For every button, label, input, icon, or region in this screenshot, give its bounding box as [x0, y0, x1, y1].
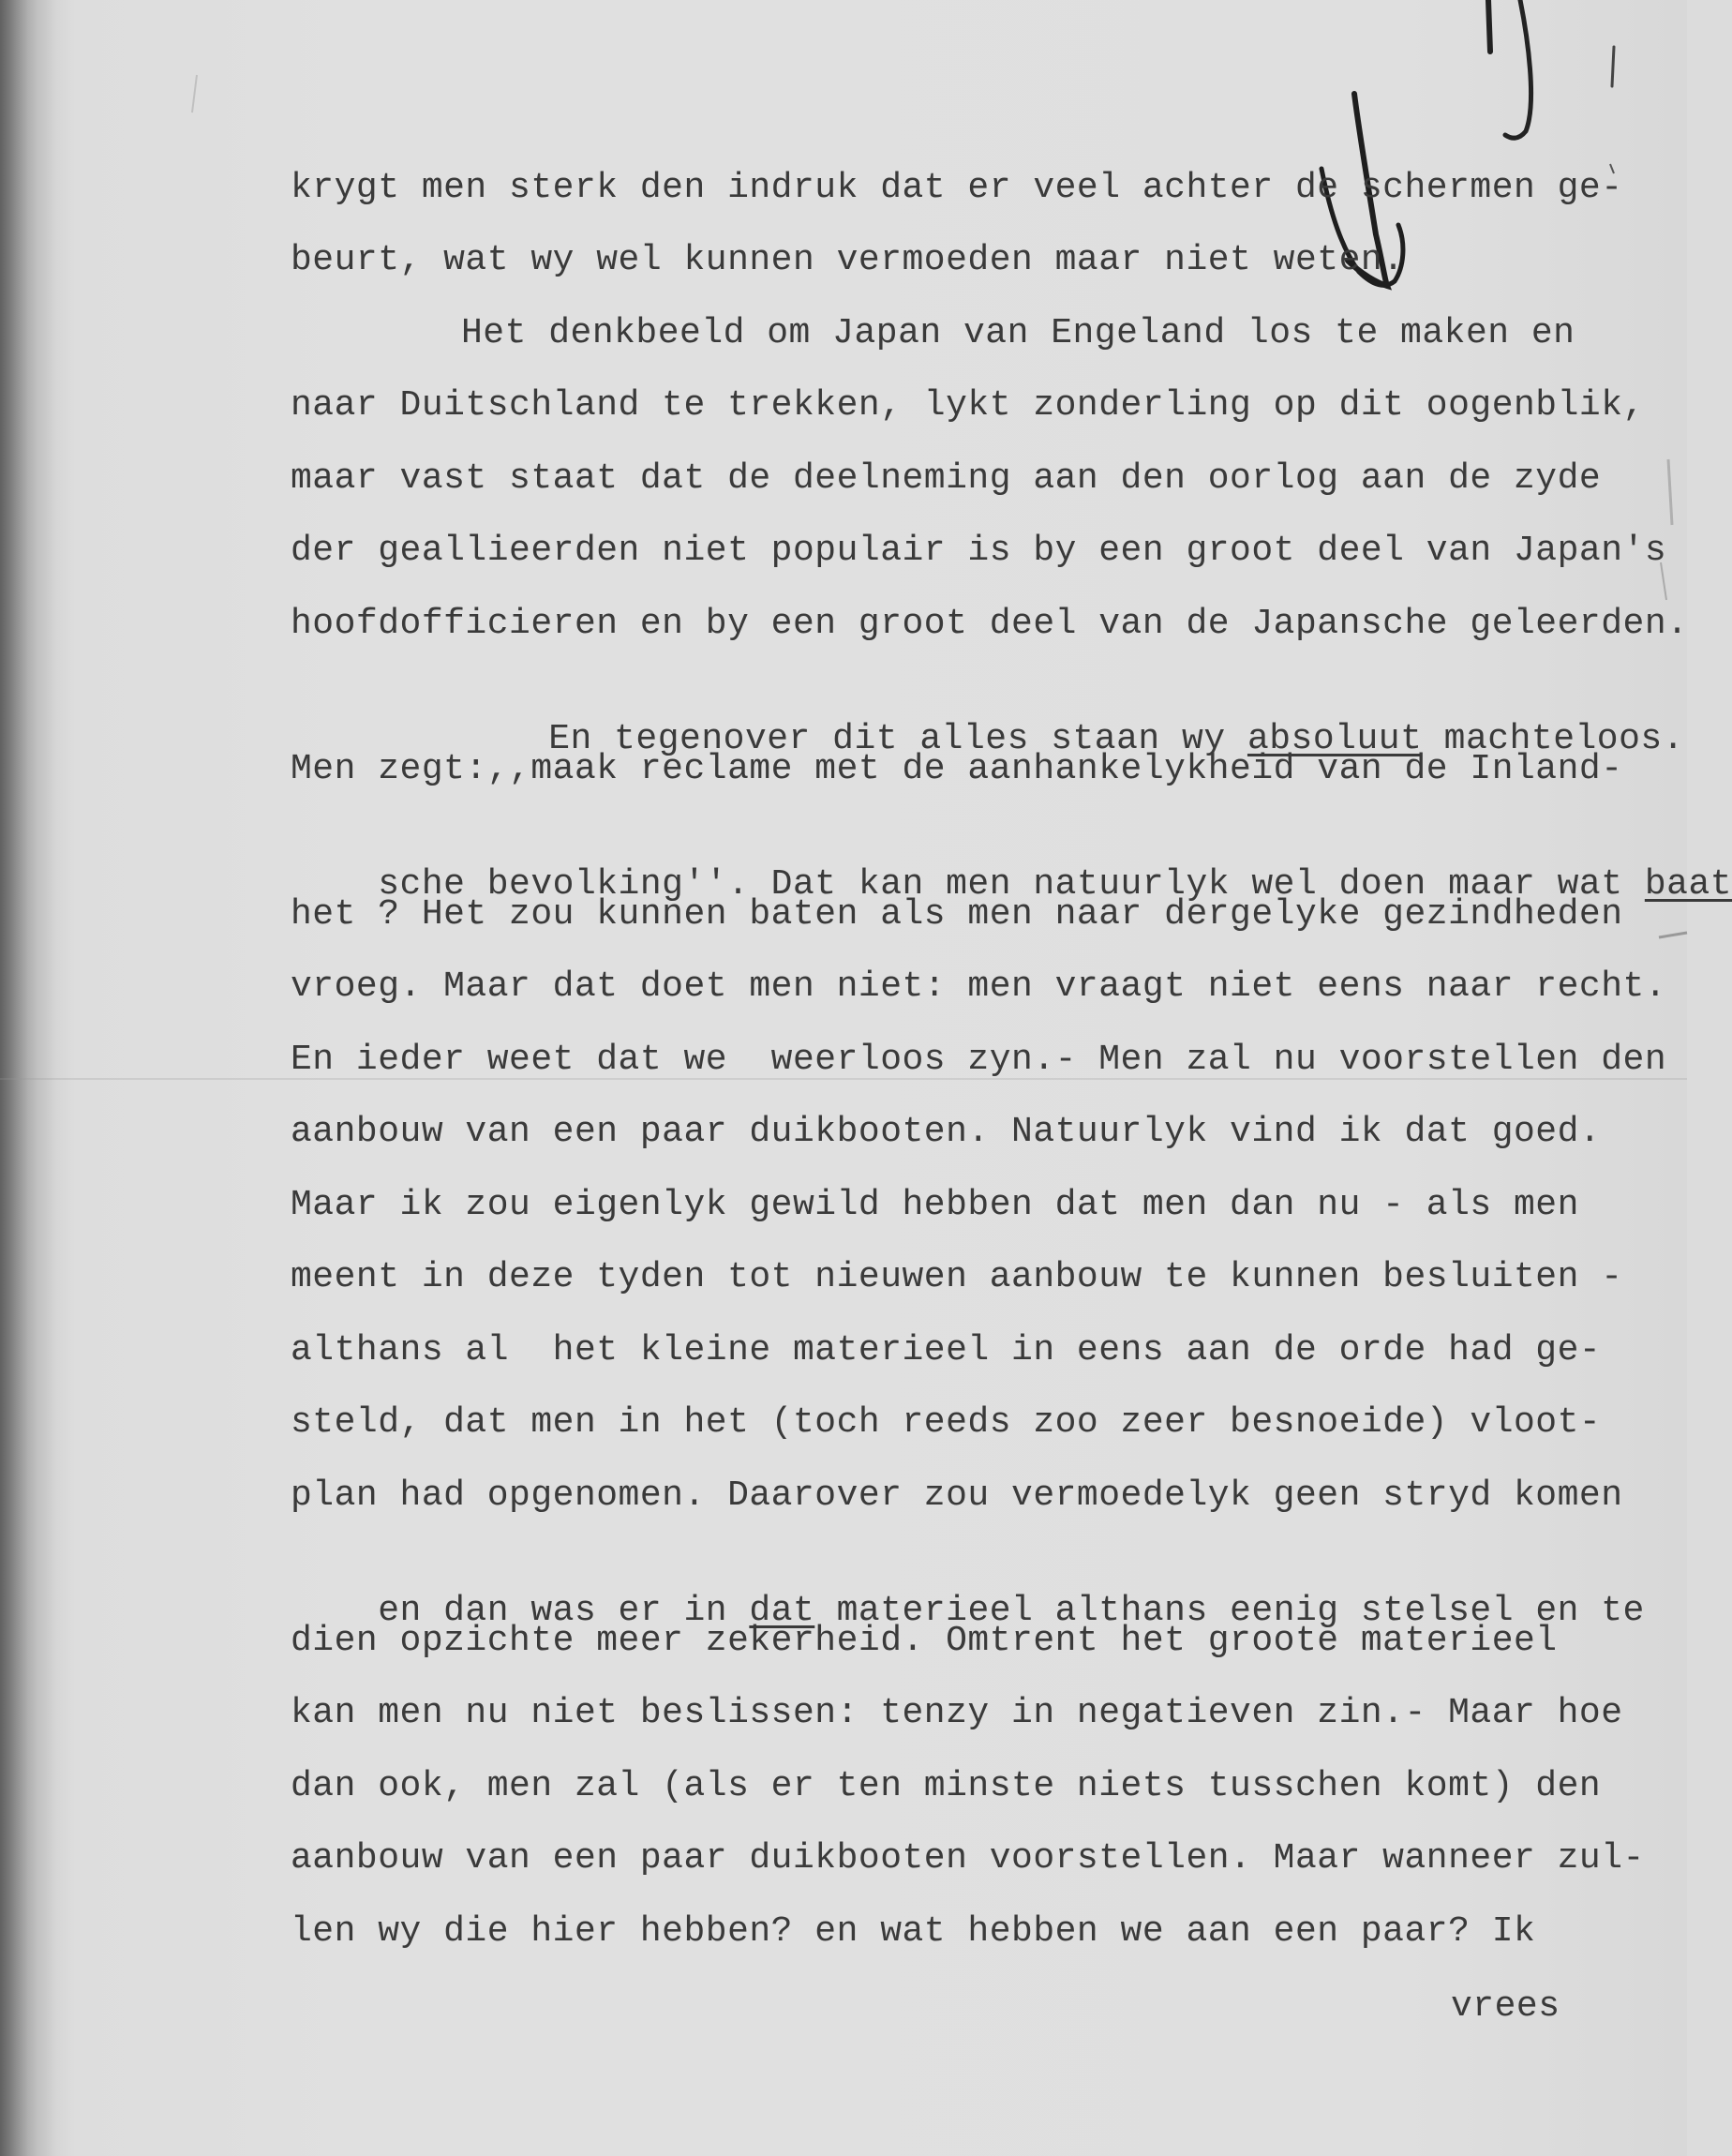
text-line: aanbouw van een paar duikbooten. Natuurlyk vind ik dat goed.: [291, 1112, 1602, 1152]
text-line: het ? Het zou kunnen baten als men naar dergelyke gezindheden: [291, 894, 1623, 935]
catchword: vrees: [1451, 1986, 1560, 2027]
text-line: Men zegt:,,maak reclame met de aanhankelykheid van de Inland-: [291, 749, 1623, 789]
text-segment: machteloos.: [1422, 719, 1685, 759]
text-line: beurt, wat wy wel kunnen vermoeden maar niet weten.: [291, 240, 1405, 280]
text-segment: materieel althans eenig stelsel en te: [814, 1591, 1645, 1631]
text-line: hoofdofficieren en by een groot deel van de Japansche geleerden.: [291, 604, 1689, 644]
text-line: steld, dat men in het (toch reeds zoo zeer besnoeide) vloot-: [291, 1402, 1602, 1443]
underlined-word: baat: [1644, 864, 1732, 905]
text-line: naar Duitschland te trekken, lykt zonderling op dit oogenblik,: [291, 385, 1645, 426]
text-line: vroeg. Maar dat doet men niet: men vraagt niet eens naar recht.: [291, 966, 1667, 1007]
text-line: dan ook, men zal (als er ten minste niets tusschen komt) den: [291, 1766, 1602, 1806]
margin-mark: [192, 75, 197, 112]
text-line: kan men nu niet beslissen: tenzy in negatieven zin.- Maar hoe: [291, 1693, 1623, 1733]
underlined-word: dat: [749, 1591, 815, 1631]
text-segment: sche bevolking''. Dat kan men natuurlyk wel doen maar wat: [378, 864, 1645, 905]
text-line: len wy die hier hebben? en wat hebben we aan een paar? Ik: [291, 1911, 1536, 1952]
pencil-stroke: [1505, 0, 1531, 138]
text-line: aanbouw van een paar duikbooten voorstellen. Maar wanneer zul-: [291, 1838, 1645, 1879]
text-line: Maar ik zou eigenlyk gewild hebben dat men dan nu - als men: [291, 1185, 1579, 1225]
text-line: althans al het kleine materieel in eens aan de orde had ge-: [291, 1330, 1602, 1370]
text-line: maar vast staat dat de deelneming aan den oorlog aan de zyde: [291, 458, 1602, 499]
text-line: plan had opgenomen. Daarover zou vermoedelyk geen stryd komen: [291, 1475, 1623, 1516]
text-segment: En tegenover dit alles staan wy: [548, 719, 1247, 759]
text-line: dien opzichte meer zekerheid. Omtrent het groote materieel: [291, 1621, 1558, 1661]
pencil-stroke: [1488, 0, 1490, 52]
text-line: der geallieerden niet populair is by een groot deel van Japan's: [291, 531, 1667, 571]
pencil-stroke: [1612, 47, 1614, 86]
text-line: Het denkbeeld om Japan van Engeland los te maken en: [461, 313, 1575, 353]
text-line: meent in deze tyden tot nieuwen aanbouw te kunnen besluiten -: [291, 1257, 1623, 1297]
text-line: krygt men sterk den indruk dat er veel achter de schermen ge-: [291, 168, 1623, 208]
text-line: En ieder weet dat we weerloos zyn.- Men zal nu voorstellen den: [291, 1040, 1667, 1080]
underlined-word: absoluut: [1247, 719, 1423, 759]
margin-mark: [1668, 459, 1672, 525]
text-segment: en dan was er in: [378, 1591, 750, 1631]
